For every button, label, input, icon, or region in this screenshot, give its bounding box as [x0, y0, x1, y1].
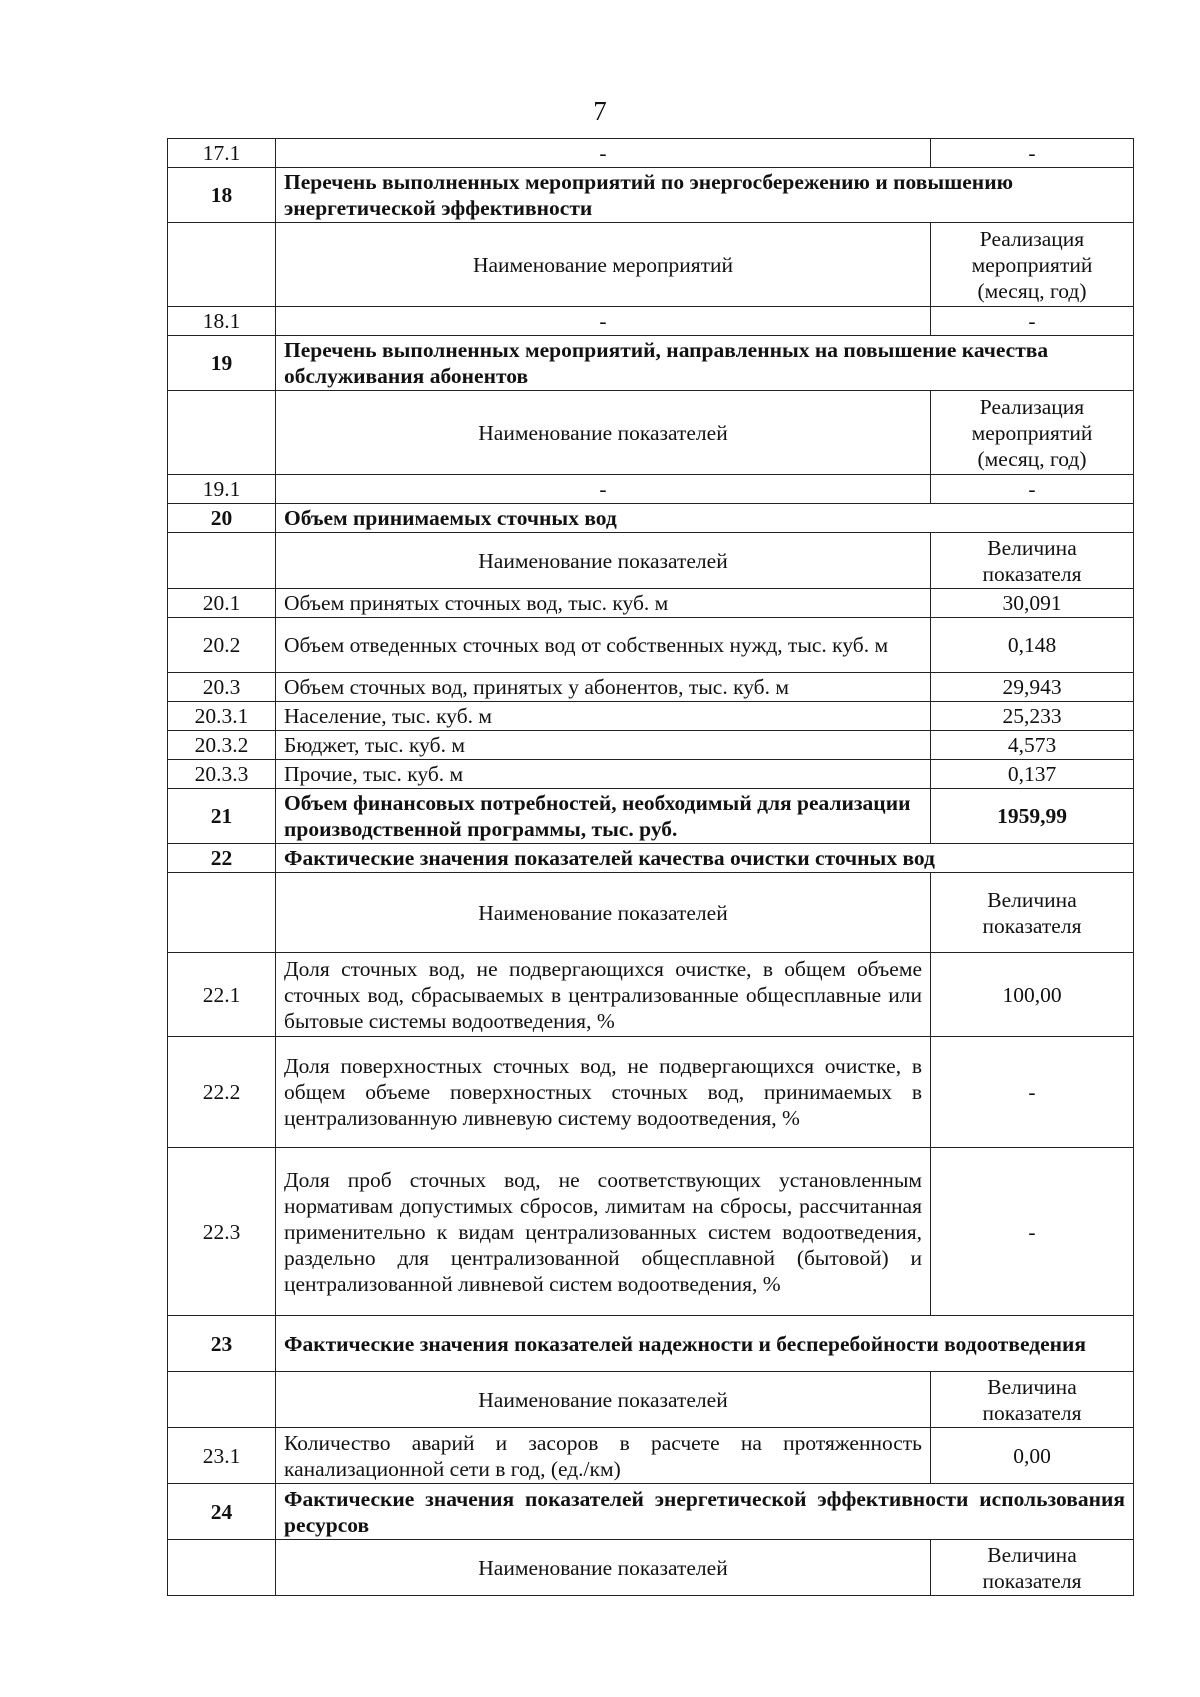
- section-row: [168, 336, 1134, 391]
- row-number: 20.1: [168, 589, 276, 618]
- header-row: [168, 1372, 1134, 1428]
- row-value: 100,00: [931, 953, 1134, 1037]
- column-header-name: Наименование мероприятий: [276, 223, 931, 307]
- section-row: [168, 1484, 1134, 1540]
- column-header-name: Наименование показателей: [276, 533, 931, 589]
- empty-cell: [168, 391, 276, 475]
- row-value: 0,00: [931, 1428, 1134, 1484]
- header-row: [168, 873, 1134, 953]
- row-value: -: [931, 1148, 1134, 1316]
- section-title: Фактические значения показателей энергетической эффективности использования ресурсов: [276, 1484, 1134, 1540]
- row-label: Доля проб сточных вод, не соответствующих установленным нормативам допустимых сбросов, лимитам на сбросы, рассчитанная применительно к видам централизованных систем водоотведения, раздельно для централизованной общесплавной (бытовой) и централизованной ливневой систем водоотведения, %: [276, 1148, 931, 1316]
- column-header-name: Наименование показателей: [276, 873, 931, 953]
- header-row: [168, 391, 1134, 475]
- section-title: Перечень выполненных мероприятий, направленных на повышение качества обслуживания абонентов: [276, 336, 1134, 391]
- row-label: -: [276, 475, 931, 504]
- row-label: Бюджет, тыс. куб. м: [276, 731, 931, 760]
- column-header-name: Наименование показателей: [276, 1372, 931, 1428]
- row-label: Прочие, тыс. куб. м: [276, 760, 931, 789]
- table-row: [168, 589, 1134, 618]
- table-row: [168, 731, 1134, 760]
- section-number: 24: [168, 1484, 276, 1540]
- header-row: [168, 223, 1134, 307]
- table-row: [168, 760, 1134, 789]
- header-row: [168, 533, 1134, 589]
- row-value: 4,573: [931, 731, 1134, 760]
- section-row: [168, 844, 1134, 873]
- section-number: 18: [168, 168, 276, 223]
- column-header-value: Реализация мероприятий (месяц, год): [931, 223, 1134, 307]
- column-header-name: Наименование показателей: [276, 1540, 931, 1596]
- row-number: 22.2: [168, 1037, 276, 1148]
- row-number: 20.3.3: [168, 760, 276, 789]
- row-value: -: [931, 1037, 1134, 1148]
- section-row: [168, 168, 1134, 223]
- column-header-value: Реализация мероприятий (месяц, год): [931, 391, 1134, 475]
- indicators-table: [167, 138, 1134, 1596]
- page-number: 7: [593, 96, 607, 126]
- section-number: 20: [168, 504, 276, 533]
- row-label: Количество аварий и засоров в расчете на протяженность канализационной сети в год, (ед./км): [276, 1428, 931, 1484]
- row-number: 20.3.1: [168, 702, 276, 731]
- row-label: -: [276, 139, 931, 168]
- row-number: 22.3: [168, 1148, 276, 1316]
- table-row: [168, 1428, 1134, 1484]
- row-value: 0,148: [931, 618, 1134, 673]
- row-value: -: [931, 475, 1134, 504]
- empty-cell: [168, 533, 276, 589]
- empty-cell: [168, 223, 276, 307]
- column-header-value: Величина показателя: [931, 533, 1134, 589]
- column-header-value: Величина показателя: [931, 873, 1134, 953]
- section-number: 23: [168, 1316, 276, 1372]
- row-label: Доля поверхностных сточных вод, не подвергающихся очистке, в общем объеме поверхностных сточных вод, принимаемых в централизованную ливневую систему водоотведения, %: [276, 1037, 931, 1148]
- table-row: [168, 1037, 1134, 1148]
- table-row: [168, 673, 1134, 702]
- row-number: 19.1: [168, 475, 276, 504]
- section-title: Перечень выполненных мероприятий по энергосбережению и повышению энергетической эффективности: [276, 168, 1134, 223]
- row-number: 17.1: [168, 139, 276, 168]
- column-header-value: Величина показателя: [931, 1540, 1134, 1596]
- row-label: Население, тыс. куб. м: [276, 702, 931, 731]
- row-label: Объем принятых сточных вод, тыс. куб. м: [276, 589, 931, 618]
- row-number: 22.1: [168, 953, 276, 1037]
- row-value: -: [931, 307, 1134, 336]
- empty-cell: [168, 1540, 276, 1596]
- table-row: [168, 618, 1134, 673]
- section-title: Фактические значения показателей надежности и бесперебойности водоотведения: [276, 1316, 1134, 1372]
- empty-cell: [168, 1372, 276, 1428]
- section-title: Фактические значения показателей качества очистки сточных вод: [276, 844, 1134, 873]
- table-row: [168, 307, 1134, 336]
- section-row: [168, 1316, 1134, 1372]
- row-number: 20.3.2: [168, 731, 276, 760]
- section-title: Объем принимаемых сточных вод: [276, 504, 1134, 533]
- row-number: 20.3: [168, 673, 276, 702]
- table-row: [168, 702, 1134, 731]
- row-label: Объем отведенных сточных вод от собственных нужд, тыс. куб. м: [276, 618, 931, 673]
- row-label: Объем сточных вод, принятых у абонентов, тыс. куб. м: [276, 673, 931, 702]
- row-value: 25,233: [931, 702, 1134, 731]
- section-number: 19: [168, 336, 276, 391]
- empty-cell: [168, 873, 276, 953]
- row-number: 23.1: [168, 1428, 276, 1484]
- header-row: [168, 1540, 1134, 1596]
- row-value: -: [931, 139, 1134, 168]
- row-value: 1959,99: [931, 789, 1134, 844]
- row-label: -: [276, 307, 931, 336]
- row-value: 30,091: [931, 589, 1134, 618]
- row-label: Объем финансовых потребностей, необходимый для реализации производственной программы, тыс. руб.: [276, 789, 931, 844]
- row-value: 29,943: [931, 673, 1134, 702]
- table-row: [168, 789, 1134, 844]
- column-header-name: Наименование показателей: [276, 391, 931, 475]
- row-value: 0,137: [931, 760, 1134, 789]
- row-number: 18.1: [168, 307, 276, 336]
- table-row: [168, 1148, 1134, 1316]
- row-number: 20.2: [168, 618, 276, 673]
- row-number: 21: [168, 789, 276, 844]
- section-row: [168, 504, 1134, 533]
- column-header-value: Величина показателя: [931, 1372, 1134, 1428]
- table-row: [168, 953, 1134, 1037]
- section-number: 22: [168, 844, 276, 873]
- table-row: [168, 139, 1134, 168]
- row-label: Доля сточных вод, не подвергающихся очистке, в общем объеме сточных вод, сбрасываемых в централизованные общесплавные или бытовые системы водоотведения, %: [276, 953, 931, 1037]
- table-row: [168, 475, 1134, 504]
